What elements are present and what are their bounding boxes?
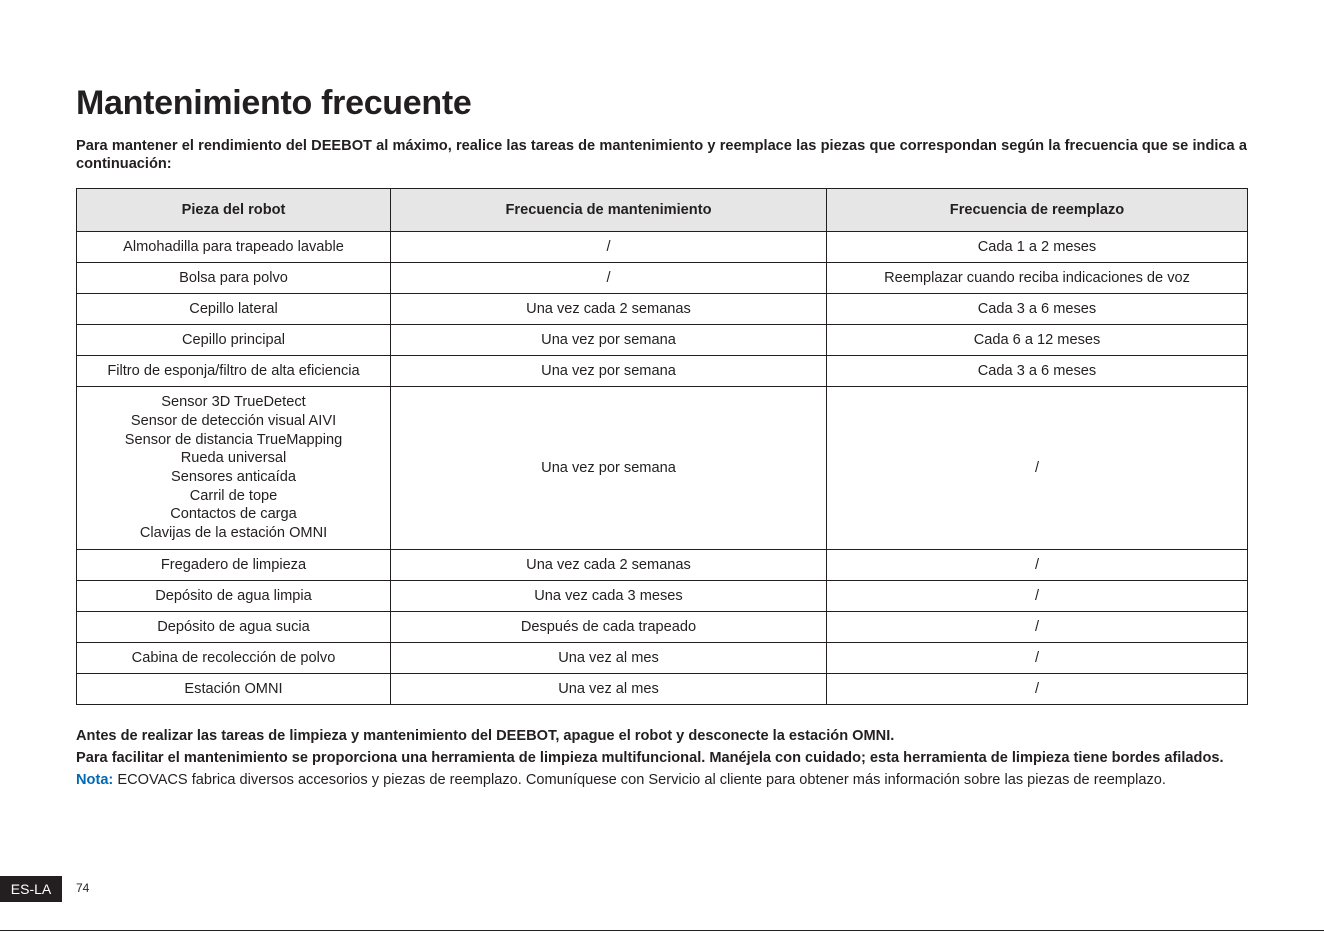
note-text: ECOVACS fabrica diversos accesorios y piezas de reemplazo. Comuníquese con Servicio al cliente para obtener más información sobre las piezas de reemplazo. bbox=[113, 772, 1166, 788]
table-row bbox=[77, 263, 1248, 294]
table-row bbox=[77, 232, 1248, 263]
bottom-divider bbox=[0, 930, 1324, 931]
warning-power-off: Antes de realizar las tareas de limpieza y mantenimiento del DEEBOT, apague el robot y desconecte la estación OMNI. bbox=[76, 728, 895, 744]
sensor-part-item: Contactos de carga bbox=[170, 506, 297, 523]
table-row bbox=[77, 550, 1248, 581]
header-part: Pieza del robot bbox=[77, 189, 391, 232]
header-replacement: Frecuencia de reemplazo bbox=[827, 189, 1248, 232]
notes-section bbox=[76, 727, 1247, 793]
cell-replacement: Cada 3 a 6 meses bbox=[827, 356, 1248, 387]
cell-maintenance: Una vez al mes bbox=[391, 643, 827, 674]
cell-part: Almohadilla para trapeado lavable bbox=[77, 232, 391, 263]
cell-part-sensors bbox=[77, 387, 391, 550]
maintenance-table bbox=[76, 188, 1248, 705]
cell-maintenance: Una vez cada 3 meses bbox=[391, 581, 827, 612]
table-row bbox=[77, 674, 1248, 705]
cell-maintenance: / bbox=[391, 263, 827, 294]
cell-part: Cabina de recolección de polvo bbox=[77, 643, 391, 674]
cell-maintenance: Una vez por semana bbox=[391, 387, 827, 550]
sensor-part-item: Carril de tope bbox=[189, 487, 278, 504]
sensor-part-item: Sensor de distancia TrueMapping bbox=[124, 431, 343, 448]
cell-maintenance: Una vez por semana bbox=[391, 356, 827, 387]
table-row bbox=[77, 581, 1248, 612]
note-label: Nota: bbox=[76, 772, 114, 788]
cell-part: Depósito de agua limpia bbox=[77, 581, 391, 612]
cell-maintenance: Una vez al mes bbox=[391, 674, 827, 705]
cell-replacement: / bbox=[827, 387, 1248, 550]
cell-part: Estación OMNI bbox=[77, 674, 391, 705]
cell-maintenance: Una vez por semana bbox=[391, 325, 827, 356]
table-row bbox=[77, 643, 1248, 674]
cell-replacement: / bbox=[827, 550, 1248, 581]
table-row bbox=[77, 325, 1248, 356]
table-header-row bbox=[77, 189, 1248, 232]
cell-part: Bolsa para polvo bbox=[77, 263, 391, 294]
table-row bbox=[77, 294, 1248, 325]
cell-replacement: / bbox=[827, 612, 1248, 643]
sensor-part-item: Sensores anticaída bbox=[171, 469, 296, 485]
cell-part: Cepillo lateral bbox=[77, 294, 391, 325]
cell-part: Filtro de esponja/filtro de alta eficiencia bbox=[77, 356, 391, 387]
table-row bbox=[77, 356, 1248, 387]
note-paragraph bbox=[76, 771, 1247, 790]
table-row-sensors bbox=[77, 387, 1248, 550]
cell-replacement: / bbox=[827, 643, 1248, 674]
cell-maintenance: Una vez cada 2 semanas bbox=[391, 294, 827, 325]
cell-replacement: / bbox=[827, 674, 1248, 705]
cell-replacement: / bbox=[827, 581, 1248, 612]
language-badge: ES-LA bbox=[0, 876, 62, 902]
cell-part: Fregadero de limpieza bbox=[77, 550, 391, 581]
cell-replacement: Cada 6 a 12 meses bbox=[827, 325, 1248, 356]
cell-part: Cepillo principal bbox=[77, 325, 391, 356]
cell-maintenance: / bbox=[391, 232, 827, 263]
cell-maintenance: Después de cada trapeado bbox=[391, 612, 827, 643]
intro-text: Para mantener el rendimiento del DEEBOT al máximo, realice las tareas de mantenimiento y reemplace las piezas que correspondan según la frecuencia que se indica a continuación: bbox=[76, 138, 1247, 172]
sensor-part-item: Sensor de detección visual AIVI bbox=[130, 412, 337, 429]
sensor-part-item: Rueda universal bbox=[180, 450, 287, 467]
sensor-part-item: Clavijas de la estación OMNI bbox=[139, 525, 328, 542]
cell-part: Depósito de agua sucia bbox=[77, 612, 391, 643]
cell-maintenance: Una vez cada 2 semanas bbox=[391, 550, 827, 581]
page-title: Mantenimiento frecuente bbox=[76, 84, 472, 122]
cell-replacement: Cada 1 a 2 meses bbox=[827, 232, 1248, 263]
table-row bbox=[77, 612, 1248, 643]
warning-cleaning-tool: Para facilitar el mantenimiento se proporciona una herramienta de limpieza multifuncional. Manéjela con cuidado; esta herramienta de limpieza tiene bordes afilados. bbox=[76, 750, 1224, 766]
page-number: 74 bbox=[76, 881, 90, 895]
header-maintenance: Frecuencia de mantenimiento bbox=[391, 189, 827, 232]
sensor-part-item: Sensor 3D TrueDetect bbox=[161, 394, 306, 411]
cell-replacement: Cada 3 a 6 meses bbox=[827, 294, 1248, 325]
cell-replacement: Reemplazar cuando reciba indicaciones de voz bbox=[827, 263, 1248, 294]
